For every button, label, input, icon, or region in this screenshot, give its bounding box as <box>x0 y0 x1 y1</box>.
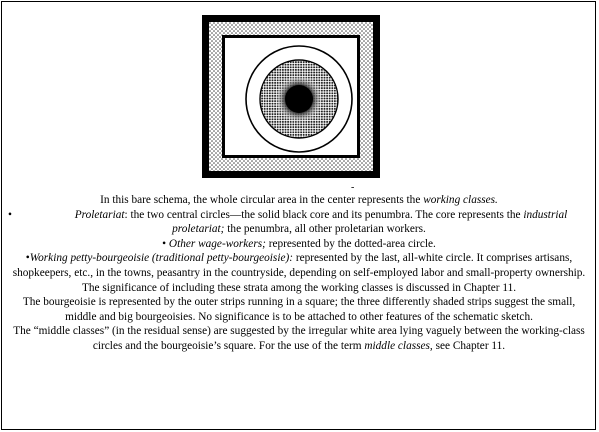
caption-indent <box>31 209 568 236</box>
caption-emphasis: Other wage-workers; <box>168 237 266 250</box>
caption-item-other-wage-workers <box>8 237 590 252</box>
bullet-marker: • <box>162 237 167 250</box>
caption-emphasis: working classes. <box>423 194 498 206</box>
caption-text: represented by the dotted-area circle. <box>265 237 436 250</box>
class-structure-svg <box>201 14 381 179</box>
caption-bourgeoisie <box>8 295 590 324</box>
caption-item-petty-bourgeoisie <box>8 251 590 295</box>
caption-emphasis: industrial proletariat; <box>172 208 568 236</box>
caption-middle-classes <box>8 324 590 353</box>
caption-text: : the two central circles—the solid black core and its penumbra. The core represents the <box>124 208 524 221</box>
caption-emphasis: middle classes, <box>364 339 433 352</box>
caption-text: The “middle classes” (in the residual sense) are suggested by the irregular white area lying vaguely between the working-class circles and the bourgeoisie’s square. For the use of the term <box>13 325 585 352</box>
caption-text: represented by the last, all-white circle. It comprises artisans, shopkeepers, etc., in the towns, peasantry in the countryside, depending on self-employed labor and small-property ownership. The significance of including these strata among the working classes is discussed in Chapter 11. <box>12 252 586 294</box>
caption-text: The bourgeoisie is represented by the outer strips running in a square; the three differently shaded strips suggest the small, middle and big bourgeoisies. No significance is to be attached to other features of the schematic sketch. <box>22 296 576 323</box>
caption-item-proletariat <box>8 208 590 237</box>
bullet-marker: • <box>25 252 30 265</box>
caption-line-working-classes <box>8 193 590 208</box>
caption-emphasis: Working petty-bourgeoisie (traditional petty-bourgeoisie): <box>29 252 293 265</box>
stray-mark: - <box>351 182 355 193</box>
class-structure-diagram <box>201 14 381 179</box>
bullet-marker: • <box>8 208 12 221</box>
caption-text: In this bare schema, the whole circular area in the center represents the <box>100 194 424 206</box>
caption-emphasis: Proletariat <box>74 208 125 221</box>
industrial-proletariat-core <box>285 85 313 113</box>
figure-caption <box>8 193 590 354</box>
caption-text: the penumbra, all other proletarian workers. <box>224 223 426 236</box>
caption-text: see Chapter 11. <box>432 339 506 352</box>
